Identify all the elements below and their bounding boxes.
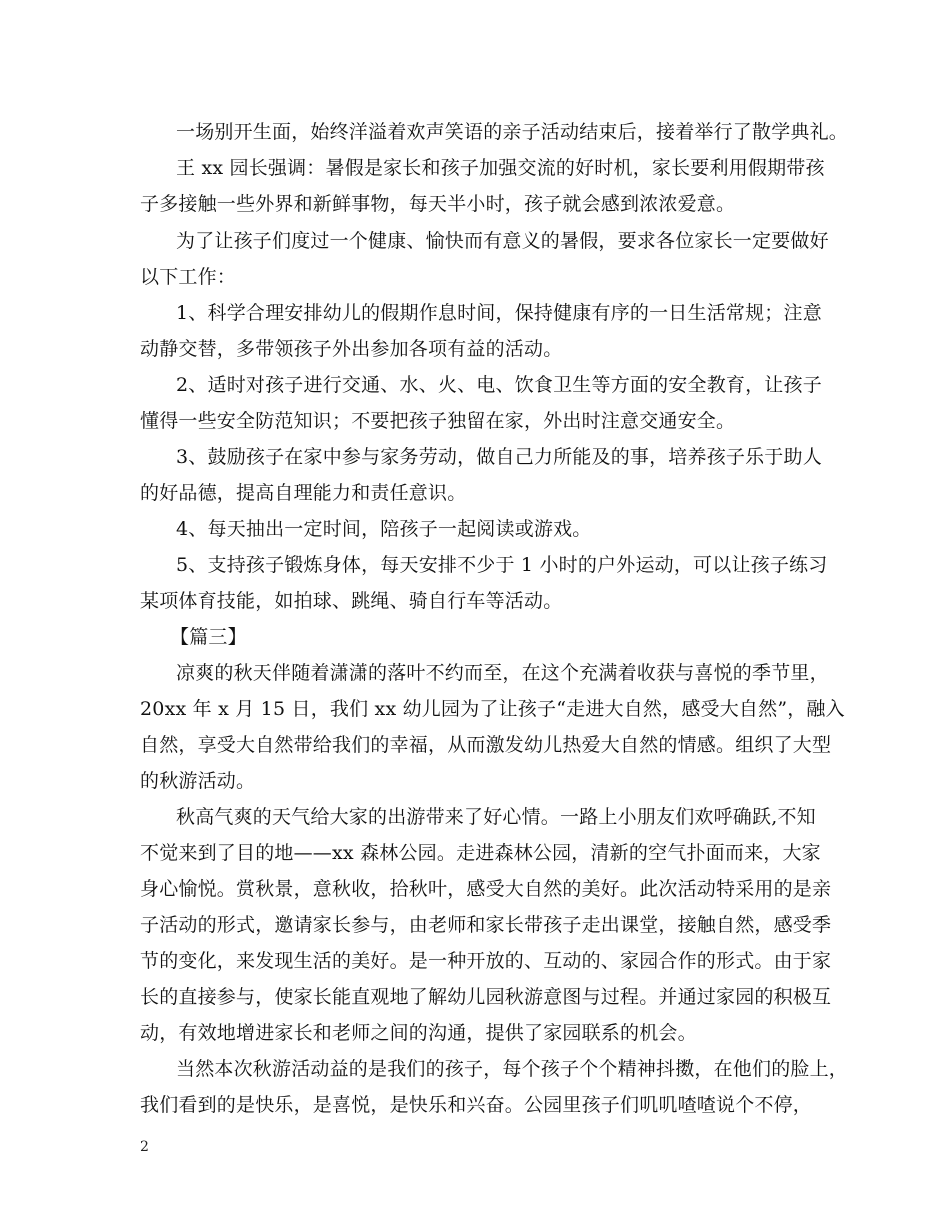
text-line: 一场别开生面，始终洋溢着欢声笑语的亲子活动结束后，接着举行了散学典礼。	[176, 121, 849, 143]
text-line: 节的变化，来发现生活的美好。是一种开放的、互动的、家园合作的形式。由于家	[140, 950, 832, 972]
text-line: 的好品德，提高自理能力和责任意识。	[140, 482, 467, 504]
text-line: 动，有效地增进家长和老师之间的沟通，提供了家园联系的机会。	[140, 1022, 697, 1044]
text-line: 自然，享受大自然带给我们的幸福，从而激发幼儿热爱大自然的情感。组织了大型	[140, 734, 832, 756]
text-line: 5、支持孩子锻炼身体，每天安排不少于 1 小时的户外运动，可以让孩子练习	[176, 554, 828, 576]
text-line: 长的直接参与，使家长能直观地了解幼儿园秋游意图与过程。并通过家园的积极互	[140, 986, 832, 1008]
text-line: 凉爽的秋天伴随着潇潇的落叶不约而至，在这个充满着收获与喜悦的季节里，	[176, 662, 829, 684]
text-line: 不觉来到了目的地——xx 森林公园。走进森林公园，清新的空气扑面而来，大家	[140, 842, 821, 864]
page-number: 2	[140, 1139, 149, 1155]
text-line: 动静交替，多带领孩子外出参加各项有益的活动。	[140, 338, 563, 360]
section-heading: 【篇三】	[170, 626, 247, 648]
text-line: 某项体育技能，如拍球、跳绳、骑自行车等活动。	[140, 590, 563, 612]
text-line: 1、科学合理安排幼儿的假期作息时间，保持健康有序的一日生活常规；注意	[176, 302, 822, 324]
text-line: 我们看到的是快乐，是喜悦，是快乐和兴奋。公园里孩子们叽叽喳喳说个不停，	[140, 1094, 813, 1116]
text-line: 20xx 年 x 月 15 日，我们 xx 幼儿园为了让孩子“走进大自然，感受大自然”，融入	[140, 698, 845, 720]
text-line: 为了让孩子们度过一个健康、愉快而有意义的暑假，要求各位家长一定要做好	[176, 230, 829, 252]
text-line: 当然本次秋游活动益的是我们的孩子，每个孩子个个精神抖擞，在他们的脸上，	[176, 1058, 849, 1080]
text-line: 3、鼓励孩子在家中参与家务劳动，做自己力所能及的事，培养孩子乐于助人	[176, 446, 822, 468]
text-line: 懂得一些安全防范知识；不要把孩子独留在家，外出时注意交通安全。	[140, 410, 736, 432]
text-line: 秋高气爽的天气给大家的出游带来了好心情。一路上小朋友们欢呼确跃,不知	[176, 806, 816, 828]
text-line: 的秋游活动。	[140, 770, 256, 792]
text-line: 2、适时对孩子进行交通、水、火、电、饮食卫生等方面的安全教育，让孩子	[176, 374, 822, 396]
text-line: 王 xx 园长强调：暑假是家长和孩子加强交流的好时机，家长要利用假期带孩	[176, 157, 825, 179]
text-line: 以下工作：	[140, 266, 237, 288]
text-line: 子多接触一些外界和新鲜事物，每天半小时，孩子就会感到浓浓爱意。	[140, 193, 736, 215]
text-line: 子活动的形式，邀请家长参与，由老师和家长带孩子走出课堂，接触自然，感受季	[140, 914, 832, 936]
text-line: 4、每天抽出一定时间，陪孩子一起阅读或游戏。	[176, 518, 592, 540]
text-line: 身心愉悦。赏秋景，意秋收，拾秋叶，感受大自然的美好。此次活动特采用的是亲	[140, 878, 832, 900]
